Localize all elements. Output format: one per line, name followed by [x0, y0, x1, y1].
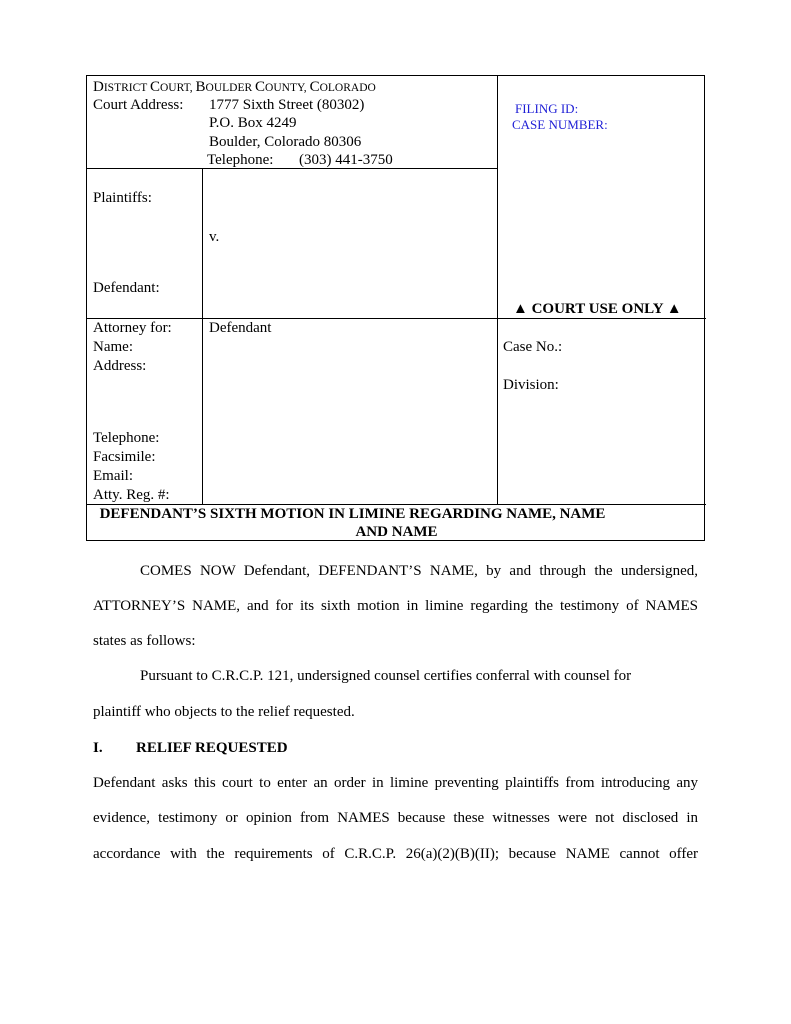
paragraph-2-line-2: plaintiff who objects to the relief requested.	[93, 704, 355, 720]
motion-title-line1: DEFENDANT’S SIXTH MOTION IN LIMINE REGARDING NAME, NAME	[99, 506, 606, 522]
filing-id-label: FILING ID:	[515, 101, 579, 116]
paragraph-2-line-1: Pursuant to C.R.C.P. 121, undersigned counsel certifies conferral with counsel for	[140, 668, 632, 684]
table-divider-vertical	[202, 168, 203, 504]
paragraph-3-line-1: Defendant asks this court to enter an order in limine preventing plaintiffs from introducing any	[93, 775, 698, 791]
versus-label: v.	[209, 229, 220, 245]
court-name: DISTRICT COURT, BOULDER COUNTY, COLORADO	[93, 79, 376, 95]
attorney-email-label: Email:	[93, 468, 133, 484]
attorney-reg-label: Atty. Reg. #:	[93, 487, 170, 503]
attorney-telephone-label: Telephone:	[93, 430, 160, 446]
table-divider	[87, 318, 706, 319]
attorney-address-label: Address:	[93, 358, 147, 374]
attorney-for-label: Attorney for:	[93, 320, 172, 336]
attorney-name-label: Name:	[93, 339, 133, 355]
court-telephone-label: Telephone:	[207, 152, 274, 168]
court-address-label: Court Address:	[93, 97, 184, 113]
court-telephone-value: (303) 441-3750	[299, 152, 393, 168]
paragraph-3-line-2: evidence, testimony or opinion from NAMES because these witnesses were not disclosed in	[93, 810, 698, 826]
paragraph-1-line-3: states as follows:	[93, 633, 196, 649]
defendant-label: Defendant:	[93, 280, 160, 296]
caption-table	[86, 75, 705, 541]
court-address-line2: P.O. Box 4249	[209, 115, 297, 131]
table-divider	[87, 168, 497, 169]
paragraph-1-line-2: ATTORNEY’S NAME, and for its sixth motion in limine regarding the testimony of NAMES	[93, 598, 698, 614]
plaintiffs-label: Plaintiffs:	[93, 190, 152, 206]
attorney-facsimile-label: Facsimile:	[93, 449, 156, 465]
court-address-line1: 1777 Sixth Street (80302)	[209, 97, 365, 113]
paragraph-1-line-1: COMES NOW Defendant, DEFENDANT’S NAME, by and through the undersigned,	[140, 563, 698, 579]
attorney-for-value: Defendant	[209, 320, 272, 336]
court-use-only-label: ▲ COURT USE ONLY ▲	[513, 301, 682, 317]
motion-title-line2: AND NAME	[355, 524, 438, 540]
court-address-line3: Boulder, Colorado 80306	[209, 134, 362, 150]
division-label: Division:	[503, 377, 559, 393]
case-number-label: CASE NUMBER:	[512, 117, 608, 132]
section-heading: RELIEF REQUESTED	[136, 740, 288, 756]
paragraph-3-line-3: accordance with the requirements of C.R.C.P. 26(a)(2)(B)(II); because NAME cannot offer	[93, 846, 698, 862]
case-no-label: Case No.:	[503, 339, 563, 355]
section-number: I.	[93, 740, 103, 756]
table-divider-vertical	[497, 76, 498, 504]
